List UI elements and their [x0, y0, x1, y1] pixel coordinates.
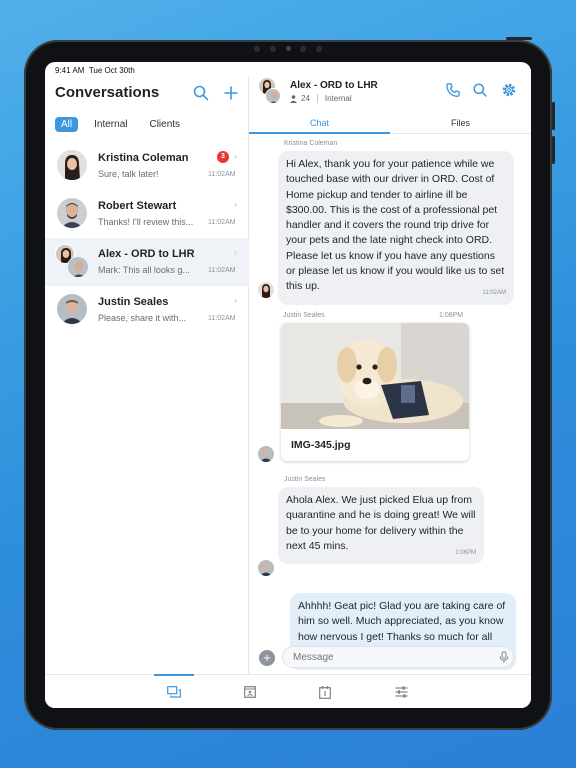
- filter-clients[interactable]: Clients: [149, 119, 181, 130]
- phone-icon[interactable]: [445, 82, 461, 98]
- conversation-item[interactable]: [45, 238, 249, 286]
- conversation-time: 11:02AM: [208, 219, 236, 226]
- chevron-right-icon: ›: [234, 295, 237, 305]
- conversation-preview: [98, 265, 202, 275]
- avatar: [258, 282, 274, 298]
- camera-dot: [300, 46, 306, 52]
- nav-settings[interactable]: [381, 682, 421, 702]
- date-text: Tue Oct 30th: [88, 66, 135, 75]
- chat-tabs: [249, 112, 531, 134]
- unread-badge: 3: [217, 151, 229, 163]
- message-time: 11:02AM: [482, 290, 506, 297]
- sliders-icon: [395, 686, 408, 698]
- nav-calendar[interactable]: [305, 682, 345, 702]
- camera-dot: [316, 46, 322, 52]
- screen: [45, 62, 531, 708]
- conversations-panel: [45, 76, 249, 674]
- tablet-frame: [24, 40, 552, 730]
- message-time: 1:08PM: [439, 312, 464, 319]
- status-time: [55, 66, 135, 75]
- plus-icon[interactable]: [222, 84, 240, 102]
- side-button: [552, 136, 555, 164]
- chevron-right-icon: ›: [234, 199, 237, 209]
- message-text: Ahola Alex. We just picked Elua up from quarantine and he is doing great! We will be to your home for delivery within the next 45 mins.: [286, 494, 476, 552]
- chevron-right-icon: ›: [234, 151, 237, 161]
- filter-tabs: [55, 117, 186, 132]
- filter-internal[interactable]: Internal: [94, 119, 128, 130]
- conversation-item[interactable]: [45, 286, 249, 334]
- conversation-preview: Please, share it with...: [98, 313, 187, 323]
- message-bubble: [278, 487, 484, 564]
- calendar-icon: [319, 686, 331, 699]
- group-avatar: [265, 88, 281, 104]
- attachment-filename: IMG-345.jpg: [291, 439, 351, 451]
- top-button: [506, 37, 532, 40]
- person-icon: [290, 95, 297, 103]
- add-attachment-button[interactable]: +: [259, 650, 275, 666]
- avatar: [67, 256, 89, 278]
- side-button: [552, 102, 555, 130]
- mic-icon[interactable]: [499, 651, 509, 663]
- settings-icon[interactable]: [501, 82, 517, 98]
- conversation-item[interactable]: [45, 190, 249, 238]
- avatar: [57, 150, 87, 180]
- time-text: 9:41 AM: [55, 66, 85, 75]
- avatar: [57, 294, 87, 324]
- chat-icon: [167, 686, 181, 698]
- message-input[interactable]: [282, 646, 514, 668]
- camera-dot: [270, 46, 276, 52]
- tab-chat[interactable]: Chat: [310, 118, 330, 128]
- status-bar: [45, 62, 531, 76]
- message-text: Ahhhh! Geat pic! Glad you are taking care of him so well. Much appreciated, as you know how nervous I get! Thanks so much for all: [298, 600, 506, 643]
- chat-subtitle: [290, 94, 352, 103]
- page-title: Conversations: [55, 84, 160, 101]
- filter-all[interactable]: All: [55, 117, 78, 132]
- avatar: [258, 446, 274, 462]
- message-sender: Kristina Coleman: [284, 140, 338, 147]
- avatar: [57, 198, 87, 228]
- conversation-name: Justin Seales: [98, 296, 169, 308]
- conversation-name: Kristina Coleman: [98, 152, 189, 164]
- image-attachment[interactable]: [281, 323, 469, 461]
- nav-contacts[interactable]: [230, 682, 270, 702]
- bottom-navigation: [45, 674, 531, 708]
- chat-panel: [249, 76, 531, 674]
- message-sender: Justin Seales: [284, 476, 326, 483]
- camera-lens: [286, 46, 291, 51]
- search-icon[interactable]: [472, 82, 488, 98]
- conversation-name: Alex - ORD to LHR: [98, 248, 195, 260]
- group-type: Internal: [324, 94, 352, 103]
- conversation-preview: Thanks! I'll review this...: [98, 217, 194, 227]
- conversation-item[interactable]: [45, 142, 249, 190]
- nav-chat[interactable]: [154, 682, 194, 702]
- conversation-time: 11:02AM: [208, 315, 236, 322]
- divider: [317, 94, 318, 103]
- tab-files[interactable]: Files: [451, 118, 471, 128]
- conversation-preview: Sure, talk later!: [98, 169, 159, 179]
- contacts-icon: [244, 686, 256, 698]
- chevron-right-icon: ›: [234, 247, 237, 257]
- attachment-image: [281, 323, 469, 429]
- avatar: [258, 560, 274, 576]
- message-time: 1:06PM: [455, 549, 476, 556]
- message-bubble: [278, 151, 514, 305]
- message-composer: [249, 640, 531, 674]
- conversation-time: 11:02AM: [208, 267, 236, 274]
- member-count: 24: [301, 94, 310, 103]
- conversation-name: Robert Stewart: [98, 200, 177, 212]
- conversation-time: 11:02AM: [208, 171, 236, 178]
- active-tab-indicator: [249, 132, 390, 134]
- preview-sender: Mark:: [98, 265, 121, 275]
- message-text: Hi Alex, thank you for your patience while we touched base with our driver in ORD. Cost of Home pickup and tender to airline ill be $300.00. This is the cost of a professional pet handler and it covers the round trip drive for your pets and the late night check into ORD. Please let us know if you have any questions or please let us know if you would like us to set this up.: [286, 158, 505, 293]
- search-icon[interactable]: [192, 84, 210, 102]
- message-sender: Justin Seales: [283, 312, 325, 319]
- preview-text: This all looks g...: [122, 265, 190, 275]
- camera-dot: [254, 46, 260, 52]
- chat-title: Alex - ORD to LHR: [290, 80, 378, 91]
